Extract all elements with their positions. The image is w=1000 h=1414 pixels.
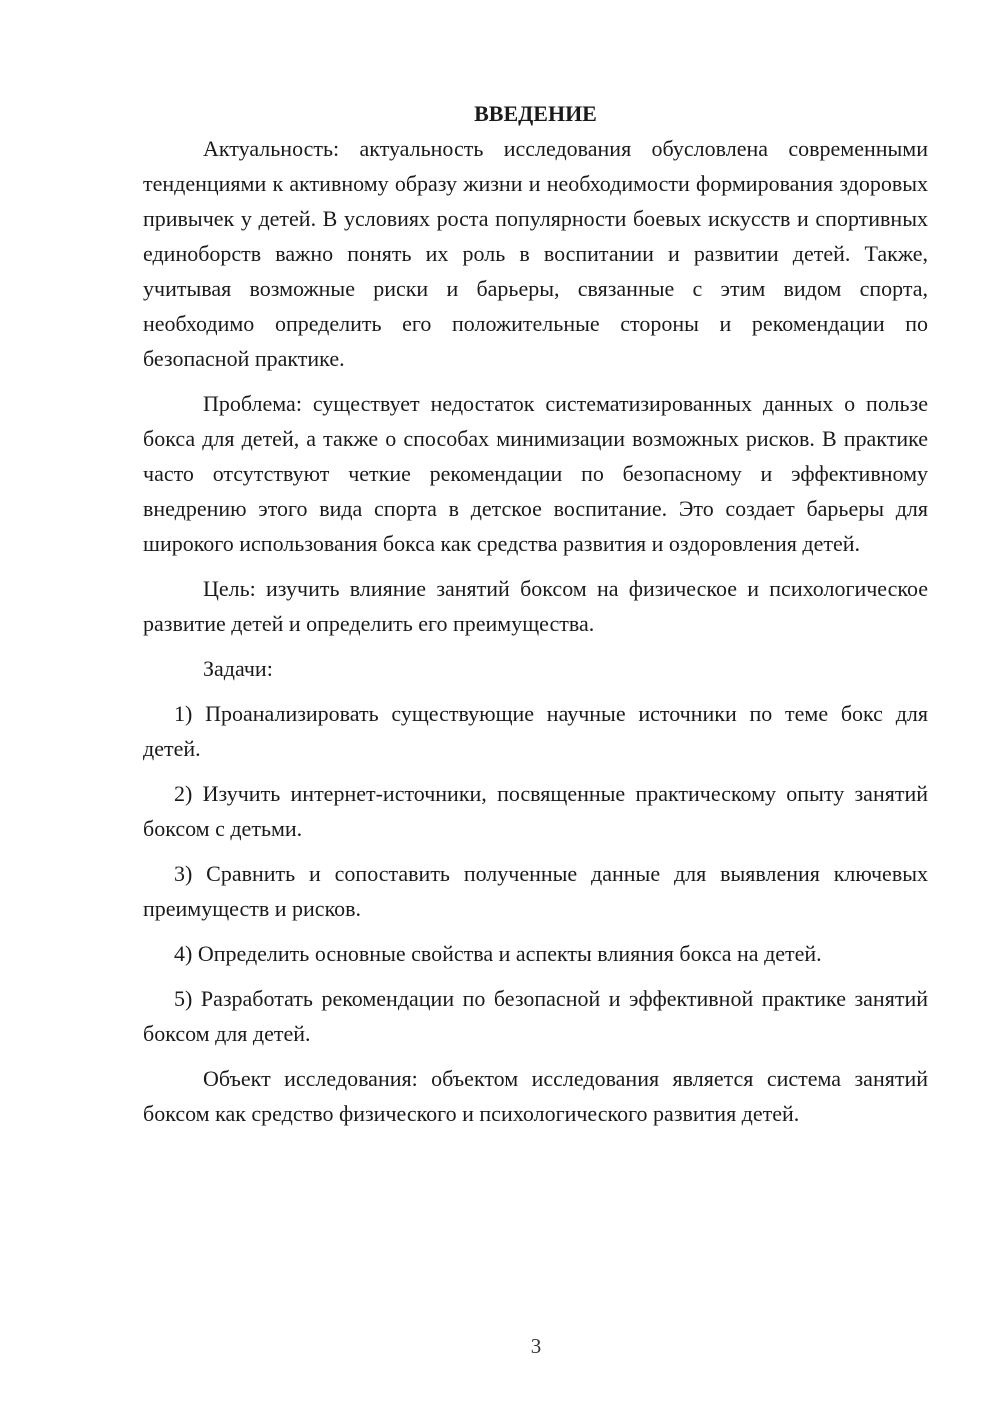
problem-paragraph: Проблема: существует недостаток систематизированных данных о пользе бокса для детей, а также о способах минимизации возможных рисков. В практике часто отсутствуют четкие рекомендации по безопасному и эффективному внедрению этого вида спорта в детское воспитание. Это создает барьеры для широкого использования бокса как средства развития и оздоровления детей. [143, 391, 928, 556]
page-content [143, 96, 928, 1131]
object-paragraph: Объект исследования: объектом исследования является система занятий боксом как средство физического и психологического развития детей. [143, 1066, 928, 1126]
relevance-paragraph: Актуальность: актуальность исследования обусловлена современными тенденциями к активному образу жизни и необходимости формирования здоровых привычек у детей. В условиях роста популярности боевых искусств и спортивных единоборств важно понять их роль в воспитании и развитии детей. Также, учитывая возможные риски и барьеры, связанные с этим видом спорта, необходимо определить его положительные стороны и рекомендации по безопасной практике. [143, 136, 928, 371]
tasks-label: Задачи: [203, 656, 273, 681]
task-item: 3) Сравнить и сопоставить полученные данные для выявления ключевых преимуществ и рисков. [143, 861, 928, 921]
task-item: 4) Определить основные свойства и аспекты влияния бокса на детей. [174, 941, 822, 966]
task-item: 2) Изучить интернет-источники, посвященные практическому опыту занятий боксом с детьми. [143, 781, 928, 841]
task-item: 5) Разработать рекомендации по безопасной и эффективной практике занятий боксом для детей. [143, 986, 928, 1046]
goal-paragraph: Цель: изучить влияние занятий боксом на физическое и психологическое развитие детей и определить его преимущества. [143, 576, 928, 636]
page-number: 3 [530, 1334, 542, 1358]
section-heading: ВВЕДЕНИЕ [474, 101, 597, 126]
task-item: 1) Проанализировать существующие научные источники по теме бокс для детей. [143, 701, 928, 761]
